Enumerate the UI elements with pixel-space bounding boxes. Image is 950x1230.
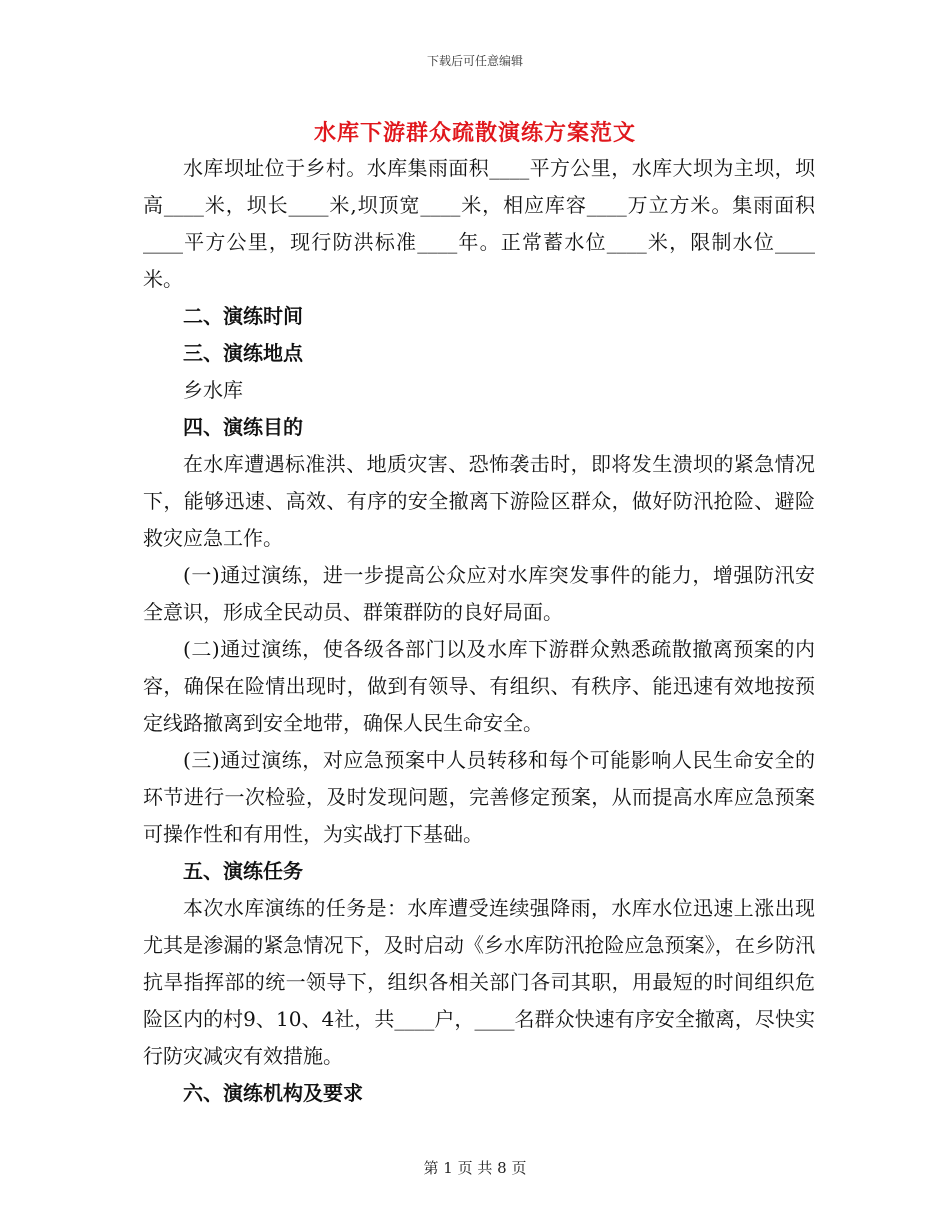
paragraph-purpose-three: (三)通过演练，对应急预案中人员转移和每个可能影响人民生命安全的环节进行一次检验，及时发现问题，完善修定预案，从而提高水库应急预案可操作性和有用性，为实战打下基础。 bbox=[143, 748, 815, 846]
paragraph-purpose-one: (一)通过演练，进一步提高公众应对水库突发事件的能力，增强防汛安全意识，形成全民动员、群策群防的良好局面。 bbox=[143, 563, 815, 624]
paragraph-overview: 水库坝址位于乡村。水库集雨面积____平方公里，水库大坝为主坝，坝高____米，坝长____米,坝顶宽____米，相应库容____万立方米。集雨面积____平方公里，现行防洪标准____年。正常蓄水位____米，限制水位____米。 bbox=[143, 156, 815, 291]
heading-drill-organization: 六、演练机构及要求 bbox=[183, 1081, 363, 1105]
page-number: 第 1 页 共 8 页 bbox=[423, 1159, 527, 1177]
heading-drill-location: 三、演练地点 bbox=[183, 341, 303, 365]
paragraph-purpose-two: (二)通过演练，使各级各部门以及水库下游群众熟悉疏散撤离预案的内容，确保在险情出现时，做到有领导、有组织、有秩序、能迅速有效地按预定线路撤离到安全地带，确保人民生命安全。 bbox=[143, 637, 815, 735]
paragraph-task: 本次水库演练的任务是：水库遭受连续强降雨，水库水位迅速上涨出现尤其是渗漏的紧急情况下，及时启动《乡水库防汛抢险应急预案》，在乡防汛抗旱指挥部的统一领导下，组织各相关部门各司其职，用最短的时间组织危险区内的村9、10、4社，共____户，____名群众快速有序安全撤离，尽快实行防灾减灾有效措施。 bbox=[143, 896, 815, 1068]
heading-drill-time: 二、演练时间 bbox=[183, 304, 303, 328]
paragraph-purpose: 在水库遭遇标准洪、地质灾害、恐怖袭击时，即将发生溃坝的紧急情况下，能够迅速、高效、有序的安全撤离下游险区群众，做好防汛抢险、避险救灾应急工作。 bbox=[143, 452, 815, 550]
header-note: 下载后可任意编辑 bbox=[426, 54, 523, 68]
heading-drill-task: 五、演练任务 bbox=[183, 859, 303, 883]
document-body bbox=[143, 150, 815, 1112]
heading-drill-purpose: 四、演练目的 bbox=[183, 415, 303, 439]
document-title: 水库下游群众疏散演练方案范文 bbox=[313, 120, 636, 146]
paragraph-location: 乡水库 bbox=[183, 378, 243, 402]
